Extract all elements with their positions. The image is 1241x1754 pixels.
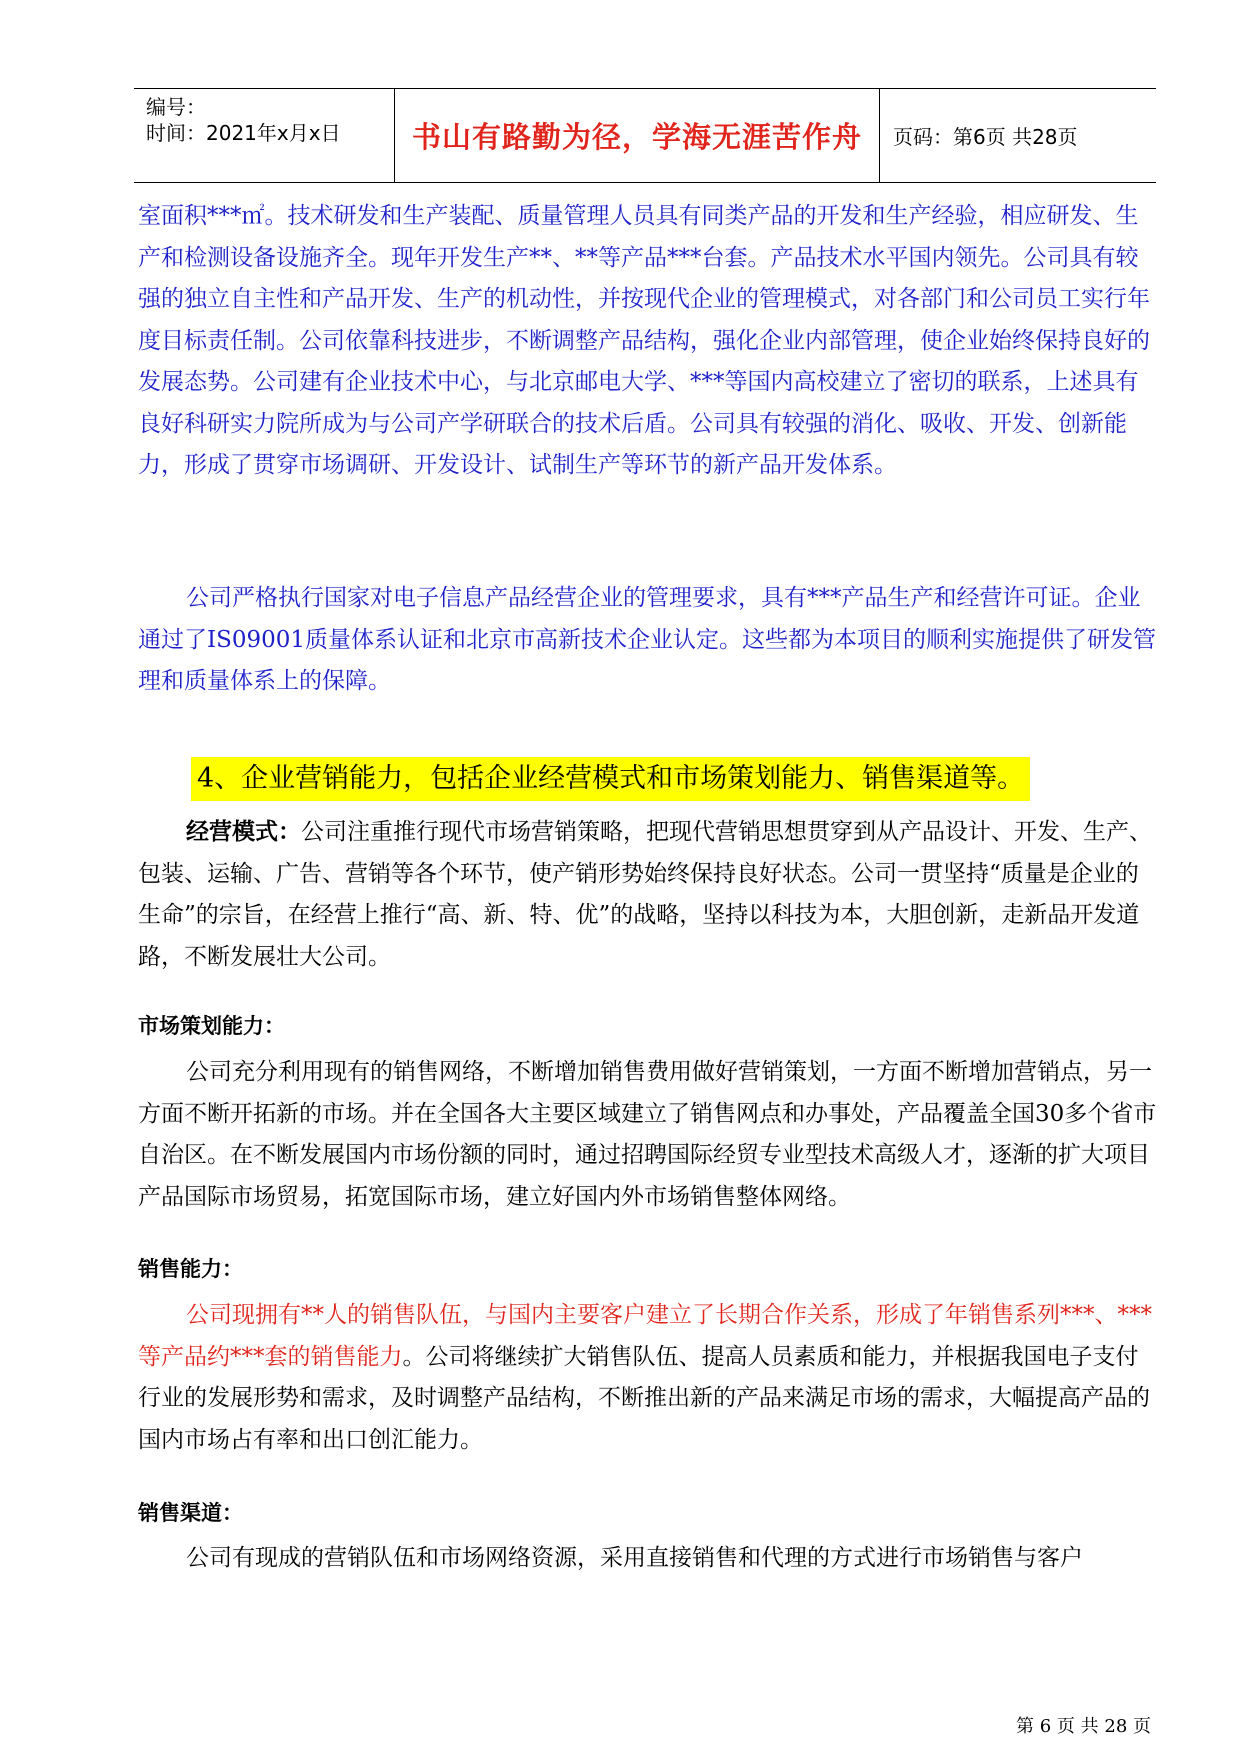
paragraph-2 (138, 578, 1158, 703)
sales-capacity-label: 销售能力： (138, 1257, 243, 1281)
market-planning-label: 市场策划能力： (138, 1014, 285, 1038)
sales-channels-text: 公司有现成的营销队伍和市场网络资源，采用直接销售和代理的方式进行市场销售与客户 (186, 1545, 1083, 1571)
paragraph-1-text: 室面积***㎡。技术研发和生产装配、质量管理人员具有同类产品的开发和生产经验，相应研发、生产和检测设备设施齐全。现年开发生产**、**等产品***台套。产品技术水平国内领先。公司具有较强的独立自主性和产品开发、生产的机动性，并按现代企业的管理模式，对各部门和公司员工实行年度目标责任制。公司依靠科技进步，不断调整产品结构，强化企业内部管理，使企业始终保持良好的发展态势。公司建有企业技术中心，与北京邮电大学、***等国内高校建立了密切的联系，上述具有良好科研实力院所成为与公司产学研联合的技术后盾。公司具有较强的消化、吸收、开发、创新能力，形成了贯穿市场调研、开发设计、试制生产等环节的新产品开发体系。 (138, 203, 1150, 478)
time-label: 时间：2021年x月x日 (146, 121, 341, 145)
paragraph-1 (138, 196, 1158, 487)
header-right-cell (881, 89, 1156, 182)
market-planning-text: 公司充分利用现有的销售网络，不断增加销售费用做好营销策划，一方面不断增加营销点，另一方面不断开拓新的市场。并在全国各大主要区域建立了销售网点和办事处，产品覆盖全国30多个省市自治区。在不断发展国内市场份额的同时，通过招聘国际经贸专业型技术高级人才，逐渐的扩大项目产品国际市场贸易，拓宽国际市场，建立好国内外市场销售整体网络。 (138, 1059, 1157, 1210)
sales-channels-paragraph (138, 1538, 1158, 1580)
sales-capacity-paragraph (138, 1295, 1158, 1461)
motto: 书山有路勤为径，学海无涯苦作舟 (411, 120, 862, 154)
market-planning-paragraph (138, 1052, 1158, 1218)
header-table (134, 88, 1156, 183)
header-left-cell (134, 89, 395, 182)
section-heading: 4、企业营销能力，包括企业经营模式和市场策划能力、销售渠道等。 (191, 757, 1030, 801)
business-model-text: 公司注重推行现代市场营销策略，把现代营销思想贯穿到从产品设计、开发、生产、包装、运输、广告、营销等各个环节，使产销形势始终保持良好状态。公司一贯坚持“质量是企业的生命”的宗旨，在经营上推行“高、新、特、优”的战略，坚持以科技为本，大胆创新，走新品开发道路，不断发展壮大公司。 (138, 819, 1152, 970)
page-label: 页码：第6页 共28页 (893, 125, 1078, 149)
paragraph-2-text: 公司严格执行国家对电子信息产品经营企业的管理要求，具有***产品生产和经营许可证。企业通过了IS09001质量体系认证和北京市高新技术企业认定。这些都为本项目的顺利实施提供了研发管理和质量体系上的保障。 (138, 585, 1157, 694)
number-label: 编号： (146, 95, 206, 119)
page-footer: 第 6 页 共 28 页 (1016, 1716, 1151, 1737)
business-model-paragraph (138, 812, 1158, 978)
sales-capacity-text: 。公司将继续扩大销售队伍、提高人员素质和能力，并根据我国电子支付行业的发展形势和需求，及时调整产品结构，不断推出新的产品来满足市场的需求，大幅提高产品的国内市场占有率和出口创汇能力。 (138, 1343, 1150, 1453)
business-model-label: 经营模式： (186, 819, 301, 845)
sales-channels-label: 销售渠道： (138, 1501, 243, 1525)
sales-capacity-red-text: 公司现拥有**人的销售队伍，与国内主要客户建立了长期合作关系，形成了年销售系列***、***等产品约***套的销售能力 (138, 1302, 1152, 1370)
header-center-cell (395, 89, 880, 182)
